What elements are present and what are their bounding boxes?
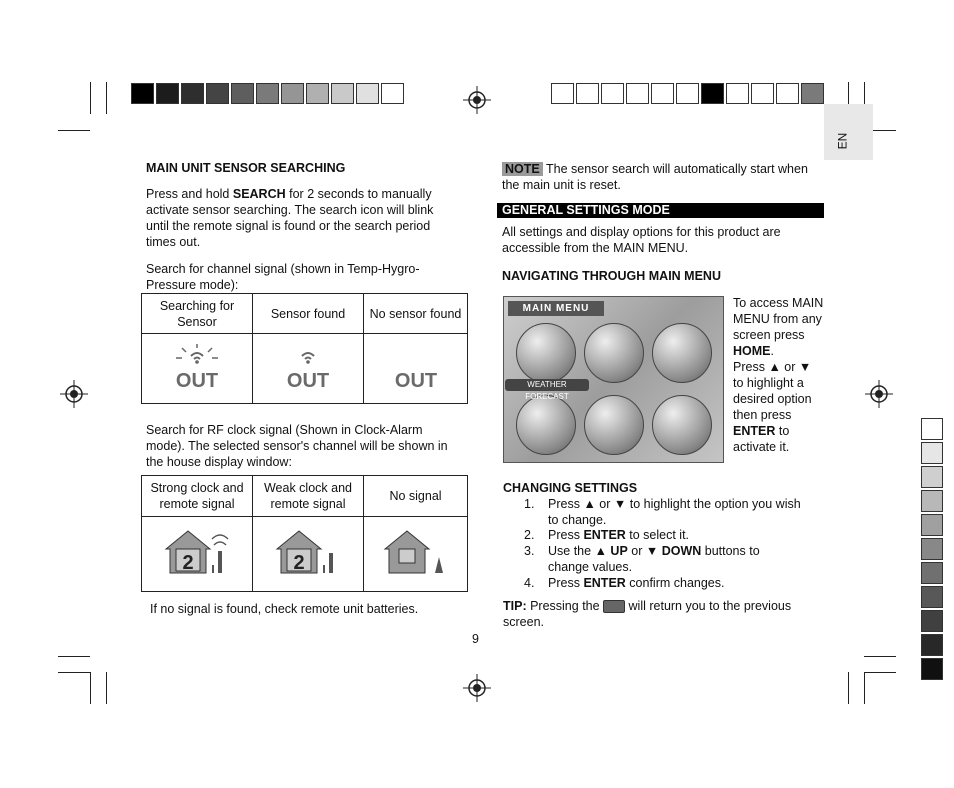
color-swatch <box>921 466 943 488</box>
list-item <box>524 496 804 528</box>
text: Pressing the <box>526 599 604 613</box>
note-paragraph <box>502 161 812 193</box>
color-swatch <box>626 83 649 104</box>
language-tab <box>824 104 873 160</box>
color-swatch <box>206 83 229 104</box>
channel-signal-table <box>141 293 468 404</box>
table-header: No sensor found <box>364 294 468 334</box>
color-swatch <box>921 514 943 536</box>
text: The sensor search will automatically start when the main unit is reset. <box>502 162 808 192</box>
color-swatch <box>921 634 943 656</box>
text-bold: UP <box>606 544 628 558</box>
note-label: NOTE <box>502 162 543 176</box>
registration-mark-icon <box>463 86 491 114</box>
table-header: Searching for Sensor <box>142 294 253 334</box>
clock-icon <box>584 323 644 383</box>
text: for 2 seconds to manually activate sensor searching. The search icon will blink until the remote signal is found or the search period times out. <box>146 187 434 249</box>
text: buttons to change values. <box>548 544 760 574</box>
color-swatch <box>576 83 599 104</box>
text: Use the <box>548 544 595 558</box>
crop-mark <box>848 672 849 704</box>
color-swatch <box>776 83 799 104</box>
color-swatch <box>921 442 943 464</box>
found-icon-cell <box>253 334 364 404</box>
paragraph <box>146 186 456 250</box>
tip-label: TIP: <box>503 599 527 613</box>
color-swatch <box>701 83 724 104</box>
text: Press <box>548 497 584 511</box>
text: . <box>770 344 774 358</box>
out-label: OUT <box>175 369 219 392</box>
down-arrow-icon: ▼ <box>798 360 812 374</box>
no-sensor-icon <box>391 342 441 392</box>
table-header: Sensor found <box>253 294 364 334</box>
color-swatch <box>131 83 154 104</box>
signal-found-icon <box>283 342 333 392</box>
house-weak-signal-icon <box>273 527 343 577</box>
color-swatch <box>256 83 279 104</box>
text: to highlight the option you wish to change. <box>548 497 801 527</box>
color-swatch <box>921 658 943 680</box>
paragraph: If no signal is found, check remote unit batteries. <box>150 602 419 616</box>
color-swatch <box>181 83 204 104</box>
language-tab-label: EN <box>835 132 850 150</box>
color-swatch <box>306 83 329 104</box>
color-swatch <box>921 586 943 608</box>
color-swatch <box>331 83 354 104</box>
text: to highlight a desired option then press <box>733 376 812 422</box>
color-swatch <box>921 562 943 584</box>
text: to activate it. <box>733 424 790 454</box>
color-swatch <box>156 83 179 104</box>
registration-mark-icon <box>865 380 893 408</box>
signal-search-icon <box>172 342 222 392</box>
text-bold: ENTER <box>583 528 626 542</box>
text: or <box>595 497 614 511</box>
text: Press <box>548 576 584 590</box>
step-number: 4. <box>524 576 535 590</box>
text: Press <box>548 528 584 542</box>
color-swatch <box>231 83 254 104</box>
thermometer-icon <box>652 323 712 383</box>
color-swatch <box>651 83 674 104</box>
weather-icon <box>516 323 576 383</box>
up-arrow-icon: ▲ <box>594 544 607 558</box>
table-header: No signal <box>364 476 468 517</box>
back-button-icon <box>603 600 625 613</box>
text: confirm changes. <box>625 576 725 590</box>
color-swatch <box>601 83 624 104</box>
color-swatch <box>921 610 943 632</box>
crop-mark <box>864 672 865 704</box>
list-item <box>524 543 804 575</box>
out-label: OUT <box>394 369 437 392</box>
up-arrow-icon: ▲ <box>768 360 781 374</box>
crop-mark <box>90 82 91 114</box>
list-item <box>524 575 804 591</box>
menu-instructions <box>733 295 825 455</box>
crop-mark <box>864 672 896 673</box>
color-swatch <box>281 83 304 104</box>
weather-forecast-label: WEATHER FORECAST <box>505 379 589 391</box>
text-bold: SEARCH <box>232 187 286 201</box>
color-bar-right <box>551 83 826 104</box>
steps-list <box>524 496 804 591</box>
color-swatch <box>921 418 943 440</box>
text: or <box>627 544 646 558</box>
channel-number: 2 <box>182 552 194 574</box>
color-swatch <box>801 83 824 104</box>
page-number: 9 <box>472 632 479 646</box>
up-arrow-icon: ▲ <box>583 497 596 511</box>
text: to select it. <box>625 528 690 542</box>
gear-icon <box>652 395 712 455</box>
crop-mark <box>90 672 91 704</box>
table-header: Strong clock and remote signal <box>142 476 253 517</box>
crop-mark <box>864 656 896 657</box>
color-swatch <box>726 83 749 104</box>
table-header: Weak clock and remote signal <box>253 476 364 517</box>
color-bar-left <box>131 83 406 104</box>
down-arrow-icon: ▼ <box>613 497 627 511</box>
text: or <box>780 360 799 374</box>
paragraph: Search for channel signal (shown in Temp-Hygro-Pressure mode): <box>146 262 420 292</box>
color-swatch <box>551 83 574 104</box>
registration-mark-icon <box>60 380 88 408</box>
tip-paragraph <box>503 598 813 630</box>
strong-signal-icon-cell <box>142 517 253 592</box>
down-arrow-icon: ▼ <box>645 544 659 558</box>
text: will return you to the previous screen. <box>503 599 792 629</box>
section-heading: NAVIGATING THROUGH MAIN MENU <box>502 269 721 283</box>
color-swatch <box>921 538 943 560</box>
text-bold: DOWN <box>658 544 702 558</box>
settings-grid-icon <box>584 395 644 455</box>
rf-clock-signal-table <box>141 475 468 592</box>
crop-mark <box>106 82 107 114</box>
color-swatch <box>751 83 774 104</box>
text-bold: ENTER <box>583 576 626 590</box>
text-bold: HOME <box>733 344 771 358</box>
list-item <box>524 527 804 543</box>
color-swatch <box>381 83 404 104</box>
section-bar: GENERAL SETTINGS MODE <box>497 203 824 218</box>
paragraph: Search for RF clock signal (Shown in Clock-Alarm mode). The selected sensor's channel will be shown in the house display window: <box>146 423 448 469</box>
text: Press <box>733 360 769 374</box>
color-bar-vertical <box>921 418 943 682</box>
crop-mark <box>106 672 107 704</box>
no-signal-icon-cell <box>364 517 468 592</box>
no-sensor-icon-cell <box>364 334 468 404</box>
step-number: 1. <box>524 497 535 511</box>
out-label: OUT <box>286 369 330 392</box>
paragraph: All settings and display options for this product are accessible from the MAIN MENU. <box>502 225 781 255</box>
registration-mark-icon <box>463 674 491 702</box>
weak-signal-icon-cell <box>253 517 364 592</box>
color-swatch <box>676 83 699 104</box>
house-strong-signal-icon <box>162 527 232 577</box>
main-menu-screenshot <box>503 296 724 463</box>
text: To access MAIN MENU from any screen press <box>733 296 824 342</box>
crop-mark <box>58 672 90 673</box>
text: Press and hold <box>146 187 233 201</box>
searching-icon-cell <box>142 334 253 404</box>
color-swatch <box>356 83 379 104</box>
step-number: 2. <box>524 528 535 542</box>
text-bold: ENTER <box>733 424 776 438</box>
crop-mark <box>58 130 90 131</box>
channel-number: 2 <box>293 552 305 574</box>
sun-clock-icon <box>516 395 576 455</box>
step-number: 3. <box>524 544 535 558</box>
section-heading: MAIN UNIT SENSOR SEARCHING <box>146 161 346 175</box>
main-menu-title: MAIN MENU <box>508 301 604 316</box>
house-no-signal-icon <box>381 527 451 577</box>
color-swatch <box>921 490 943 512</box>
crop-mark <box>58 656 90 657</box>
section-heading: CHANGING SETTINGS <box>503 481 638 495</box>
